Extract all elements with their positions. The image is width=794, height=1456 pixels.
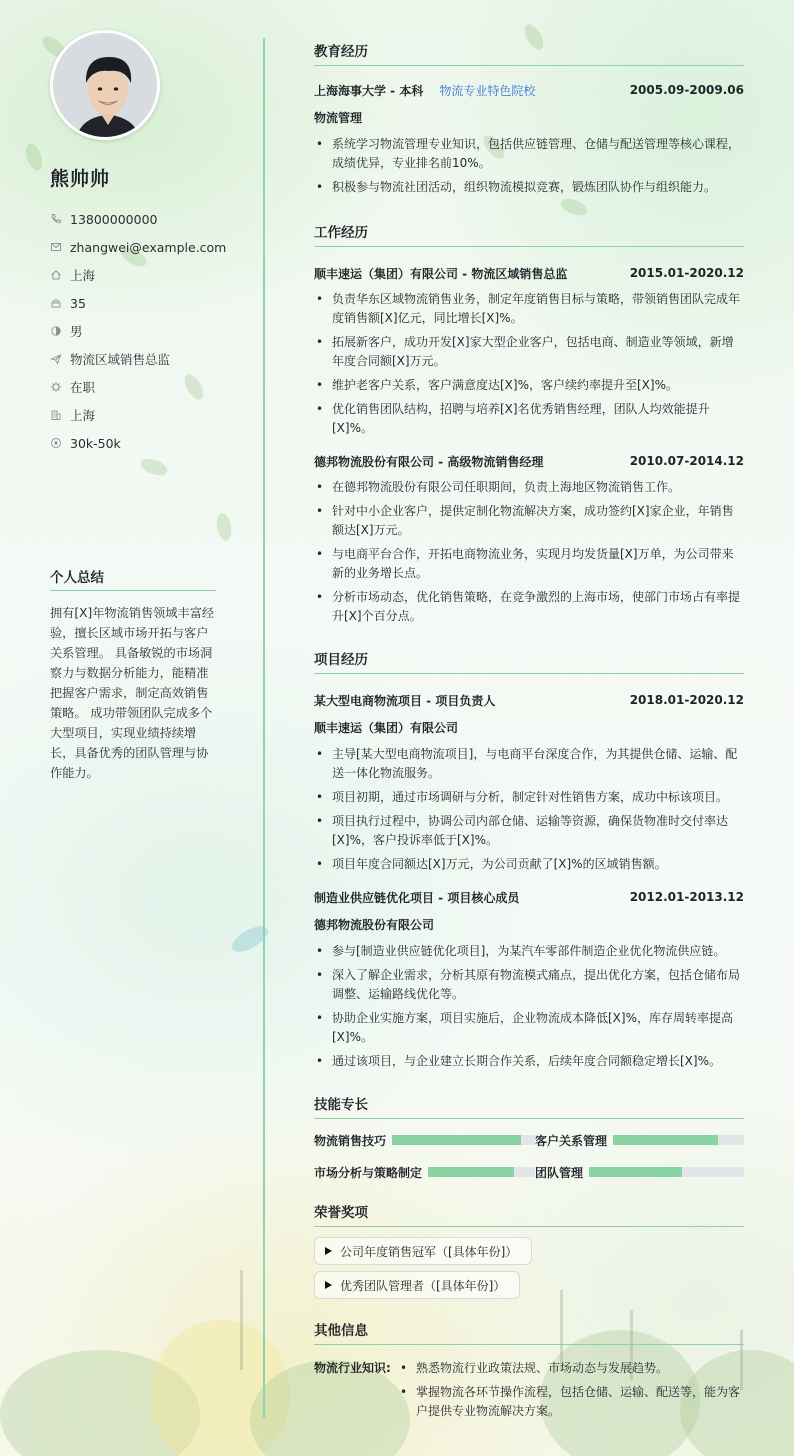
list-item: • 负责华东区域物流销售业务，制定年度销售目标与策略，带领销售团队完成年度销售额[X]亿元，同比增长[X]%。 bbox=[314, 290, 744, 328]
list-item: • 系统学习物流管理专业知识，包括供应链管理、仓储与配送管理等核心课程，成绩优异，专业排名前10%。 bbox=[314, 135, 744, 173]
skill-item bbox=[535, 1131, 744, 1149]
money-icon bbox=[50, 437, 62, 449]
skill-bar-fill bbox=[613, 1135, 718, 1145]
project-entry-head bbox=[314, 888, 744, 906]
education-bullets bbox=[314, 135, 744, 197]
list-item: • 与电商平台合作，开拓电商物流业务，实现月均发货量[X]万单，为公司带来新的业务增长点。 bbox=[314, 545, 744, 583]
salary-text: 30k-50k bbox=[70, 435, 121, 451]
work-title: 工作经历 bbox=[314, 221, 744, 247]
project-entry-head bbox=[314, 691, 744, 709]
education-school-wrap bbox=[314, 82, 535, 99]
education-entry-head bbox=[314, 81, 744, 99]
other-section bbox=[314, 1319, 744, 1426]
list-item: • 协助企业实施方案，项目实施后，企业物流成本降低[X]%，库存周转率提高[X]%。 bbox=[314, 1009, 744, 1047]
position-text: 物流区域销售总监 bbox=[70, 352, 171, 367]
education-section bbox=[314, 40, 744, 197]
job-bullets bbox=[314, 478, 744, 626]
list-item: • 深入了解企业需求，分析其原有物流模式痛点，提出优化方案，包括仓储布局调整、运输路线优化等。 bbox=[314, 966, 744, 1004]
work-section bbox=[314, 221, 744, 626]
info-city bbox=[50, 401, 216, 429]
awards-list bbox=[314, 1227, 744, 1265]
project-date: 2018.01-2020.12 bbox=[629, 693, 744, 707]
project-bullets bbox=[314, 745, 744, 874]
age-text: 35 bbox=[70, 295, 86, 311]
sidebar bbox=[50, 30, 227, 457]
status-icon bbox=[50, 381, 62, 393]
project-company: 顺丰速运（集团）有限公司 bbox=[314, 721, 459, 735]
list-item: • 项目初期，通过市场调研与分析，制定针对性销售方案，成功中标该项目。 bbox=[314, 788, 744, 807]
skill-name: 物流销售技巧 bbox=[314, 1133, 387, 1148]
list-item: • 项目执行过程中，协调公司内部仓储、运输等资源，确保货物准时交付率达[X]%，客户投诉率低于[X]%。 bbox=[314, 812, 744, 850]
education-major: 物流管理 bbox=[314, 111, 363, 125]
skill-item bbox=[314, 1163, 535, 1181]
project-title: 制造业供应链优化项目 - 项目核心成员 bbox=[314, 890, 520, 905]
list-item: • 参与[制造业供应链优化项目]，为某汽车零部件制造企业优化物流供应链。 bbox=[314, 942, 744, 961]
other-title: 其他信息 bbox=[314, 1319, 744, 1345]
list-item: • 拓展新客户，成功开发[X]家大型企业客户，包括电商、制造业等领域，新增年度合同额[X]万元。 bbox=[314, 333, 744, 371]
job-date: 2010.07-2014.12 bbox=[629, 454, 744, 468]
award-text: 公司年度销售冠军（[具体年份]） bbox=[340, 1244, 518, 1259]
phone-text: 13800000000 bbox=[70, 211, 158, 227]
projects-section bbox=[314, 648, 744, 1071]
job-entry-head bbox=[314, 452, 744, 470]
projects-title: 项目经历 bbox=[314, 648, 744, 674]
personal-summary-section bbox=[50, 566, 216, 783]
skills-title: 技能专长 bbox=[314, 1093, 744, 1119]
awards-section bbox=[314, 1201, 744, 1299]
job-bullets bbox=[314, 290, 744, 438]
main-content bbox=[314, 40, 744, 1426]
avatar-portrait bbox=[53, 33, 160, 140]
info-gender bbox=[50, 317, 216, 345]
list-item: • 掌握物流各环节操作流程，包括仓储、运输、配送等，能为客户提供专业物流解决方案。 bbox=[398, 1383, 744, 1421]
avatar bbox=[50, 30, 160, 140]
list-item: • 分析市场动态，优化销售策略，在竞争激烈的上海市场，使部门市场占有率提升[X]个百分点。 bbox=[314, 588, 744, 626]
triangle-right-icon bbox=[325, 1247, 332, 1255]
project-title: 某大型电商物流项目 - 项目负责人 bbox=[314, 693, 496, 708]
skill-bar-fill bbox=[428, 1167, 514, 1177]
award-text: 优秀团队管理者（[具体年份]） bbox=[340, 1278, 506, 1293]
skill-bar-fill bbox=[392, 1135, 521, 1145]
mail-icon bbox=[50, 241, 62, 253]
send-icon bbox=[50, 353, 62, 365]
status-text: 在职 bbox=[70, 380, 96, 395]
list-item: • 维护老客户关系，客户满意度达[X]%，客户续约率提升至[X]%。 bbox=[314, 376, 744, 395]
list-item: • 积极参与物流社团活动，组织物流模拟竞赛，锻炼团队协作与组织能力。 bbox=[314, 178, 744, 197]
skill-item bbox=[314, 1131, 535, 1149]
building-icon bbox=[50, 409, 62, 421]
triangle-right-icon bbox=[325, 1281, 332, 1289]
skill-bar-fill bbox=[589, 1167, 682, 1177]
gender-icon bbox=[50, 325, 62, 337]
awards-list-row bbox=[314, 1265, 744, 1299]
skill-name: 市场分析与策略制定 bbox=[314, 1165, 423, 1180]
skill-bar bbox=[428, 1167, 535, 1177]
project-date: 2012.01-2013.12 bbox=[629, 890, 744, 904]
skill-bar bbox=[589, 1167, 744, 1177]
skill-name: 团队管理 bbox=[535, 1165, 584, 1180]
award-toggle[interactable] bbox=[314, 1237, 532, 1265]
list-item: • 通过该项目，与企业建立长期合作关系，后续年度合同额稳定增长[X]%。 bbox=[314, 1052, 744, 1071]
project-bullets bbox=[314, 942, 744, 1071]
skill-bar bbox=[613, 1135, 744, 1145]
email-text: zhangwei@example.com bbox=[70, 239, 227, 255]
gender-text: 男 bbox=[70, 324, 83, 339]
job-date: 2015.01-2020.12 bbox=[629, 266, 744, 280]
candidate-name: 熊帅帅 bbox=[50, 168, 111, 190]
list-item: • 项目年度合同额达[X]万元，为公司贡献了[X]%的区域销售额。 bbox=[314, 855, 744, 874]
cake-icon bbox=[50, 297, 62, 309]
skill-name: 客户关系管理 bbox=[535, 1133, 608, 1148]
city-text: 上海 bbox=[70, 408, 96, 423]
column-divider bbox=[263, 38, 265, 1418]
job-title: 顺丰速运（集团）有限公司 - 物流区域销售总监 bbox=[314, 266, 568, 281]
skills-section bbox=[314, 1093, 744, 1181]
list-item: • 在德邦物流股份有限公司任职期间，负责上海地区物流销售工作。 bbox=[314, 478, 744, 497]
summary-text: 拥有[X]年物流销售领域丰富经验，擅长区域市场开拓与客户关系管理。 具备敏锐的市场洞察力与数据分析能力，能精准把握客户需求，制定高效销售策略。 成功带领团队完成多个大型项目，实现业绩持续增长，具备优秀的团队管理与协作能力。 bbox=[50, 606, 215, 780]
other-info-row bbox=[314, 1359, 744, 1426]
info-position bbox=[50, 345, 216, 373]
list-item: • 针对中小企业客户，提供定制化物流解决方案，成功签约[X]家企业，年销售额达[X]万元。 bbox=[314, 502, 744, 540]
info-salary bbox=[50, 429, 216, 457]
other-bullets bbox=[398, 1359, 744, 1426]
award-toggle[interactable] bbox=[314, 1271, 520, 1299]
skill-bar bbox=[392, 1135, 535, 1145]
education-tag: 物流专业特色院校 bbox=[439, 83, 536, 98]
phone-icon bbox=[50, 213, 62, 225]
info-email bbox=[50, 233, 227, 261]
list-item: • 优化销售团队结构，招聘与培养[X]名优秀销售经理，团队人均效能提升[X]%。 bbox=[314, 400, 744, 438]
list-item: • 主导[某大型电商物流项目]，与电商平台深度合作，为其提供仓储、运输、配送一体化物流服务。 bbox=[314, 745, 744, 783]
info-phone bbox=[50, 205, 216, 233]
project-company: 德邦物流股份有限公司 bbox=[314, 918, 435, 932]
info-location bbox=[50, 261, 216, 289]
education-school: 上海海事大学 - 本科 bbox=[314, 83, 424, 98]
job-entry-head bbox=[314, 264, 744, 282]
job-title: 德邦物流股份有限公司 - 高级物流销售经理 bbox=[314, 454, 544, 469]
other-label: 物流行业知识: bbox=[314, 1361, 391, 1375]
location-text: 上海 bbox=[70, 268, 96, 283]
contact-info-list bbox=[50, 205, 227, 457]
info-age bbox=[50, 289, 216, 317]
education-date: 2005.09-2009.06 bbox=[629, 83, 744, 97]
info-status bbox=[50, 373, 216, 401]
summary-title: 个人总结 bbox=[50, 566, 216, 591]
education-title: 教育经历 bbox=[314, 40, 744, 66]
list-item: • 熟悉物流行业政策法规、市场动态与发展趋势。 bbox=[398, 1359, 744, 1378]
skill-item bbox=[535, 1163, 744, 1181]
skills-grid bbox=[314, 1131, 744, 1181]
awards-title: 荣誉奖项 bbox=[314, 1201, 744, 1227]
home-icon bbox=[50, 269, 62, 281]
